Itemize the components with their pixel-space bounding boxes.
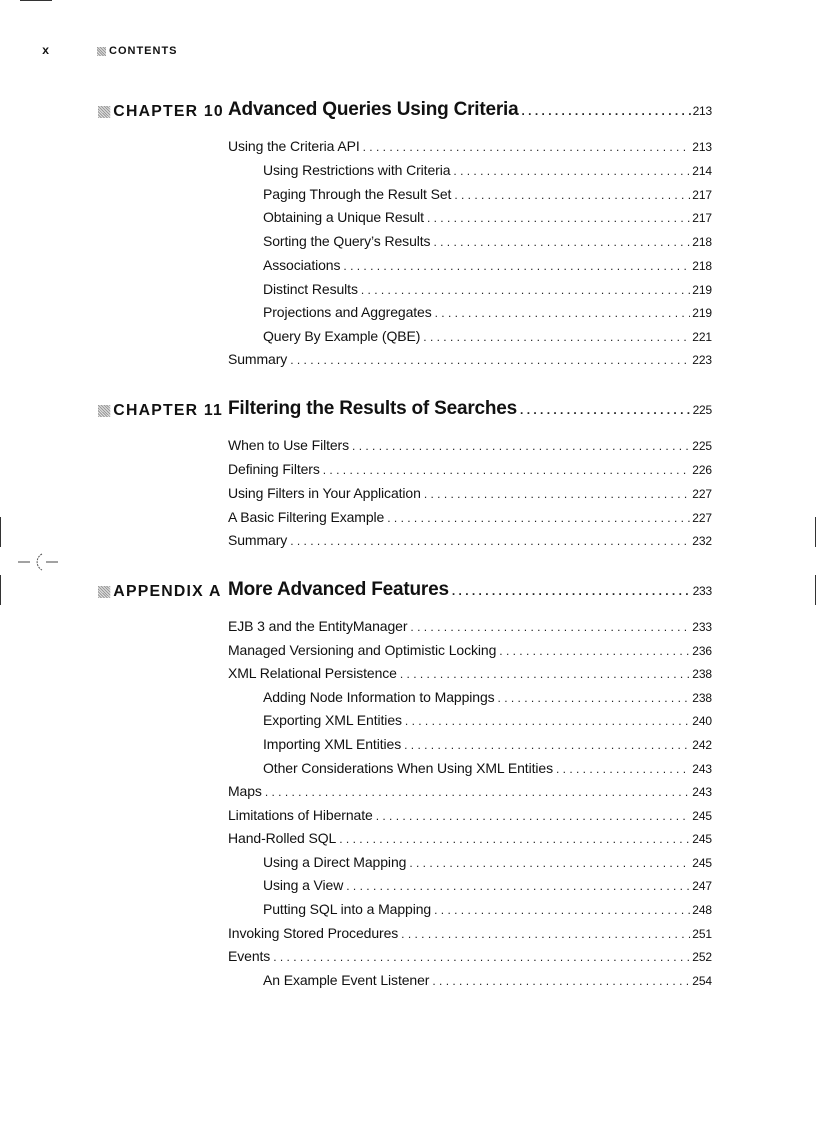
page-number: x [42, 44, 51, 58]
toc-entry[interactable]: Events . . . 252 [228, 948, 712, 964]
toc-entry[interactable]: Using the Criteria API . . . 213 [228, 138, 712, 154]
dot-leader [265, 785, 690, 799]
dot-leader [404, 738, 690, 752]
page-ref: 225 [692, 403, 712, 417]
dot-leader [433, 235, 690, 249]
dot-leader [453, 164, 690, 178]
dot-leader [556, 762, 690, 776]
dot-leader [290, 353, 690, 367]
running-header [42, 44, 178, 58]
toc-entry[interactable]: Hand-Rolled SQL . . . 245 [228, 830, 712, 846]
dot-leader [434, 903, 690, 917]
grey-square-icon [97, 47, 106, 56]
toc-entry[interactable]: Defining Filters . . . 226 [228, 461, 712, 477]
dot-leader [400, 667, 690, 681]
toc-entry[interactable]: Putting SQL into a Mapping . . . 248 [263, 901, 712, 917]
chapter-title: More Advanced Features [228, 579, 449, 600]
toc-entry[interactable]: Limitations of Hibernate . . . 245 [228, 807, 712, 823]
dot-leader [361, 283, 690, 297]
chapter-label: CHAPTER 10 [98, 103, 224, 121]
section-title: CONTENTS [109, 45, 178, 57]
dot-leader [452, 584, 691, 598]
dot-leader [405, 714, 690, 728]
chapter-title-row[interactable] [228, 398, 712, 420]
toc-entry[interactable]: Invoking Stored Procedures . . . 251 [228, 925, 712, 941]
toc-entry[interactable]: Using Filters in Your Application . . . 227 [228, 485, 712, 501]
crop-mark-left-top [0, 517, 1, 547]
chapter-title: Filtering the Results of Searches [228, 398, 518, 419]
crop-mark-top [20, 0, 52, 1]
dot-leader [290, 534, 690, 548]
grey-square-icon [98, 106, 110, 118]
toc-entry[interactable]: Adding Node Information to Mappings . . . 238 [263, 689, 712, 705]
toc-entry[interactable]: An Example Event Listener . . . 254 [263, 972, 712, 988]
dot-leader [454, 188, 690, 202]
grey-square-icon [98, 586, 110, 598]
chapter-label: CHAPTER 11 [98, 402, 223, 420]
toc-entry[interactable]: Associations . . . 218 [263, 257, 712, 273]
toc-entry[interactable]: Obtaining a Unique Result . . . 217 [263, 209, 712, 225]
crop-mark-left-bottom [0, 575, 1, 605]
toc-entry[interactable]: Summary . . . 232 [228, 532, 712, 548]
dot-leader [343, 259, 690, 273]
toc-entry[interactable]: Summary . . . 223 [228, 351, 712, 367]
toc-entry[interactable]: A Basic Filtering Example . . . 227 [228, 509, 712, 525]
dot-leader [520, 403, 691, 417]
chapter-title-row[interactable] [228, 579, 712, 601]
dot-leader [522, 104, 691, 118]
toc-entry[interactable]: When to Use Filters . . . 225 [228, 437, 712, 453]
dot-leader [339, 832, 690, 846]
registration-mark-icon [18, 550, 58, 576]
dot-leader [401, 927, 690, 941]
toc-entry[interactable]: Projections and Aggregates . . . 219 [263, 304, 712, 320]
dot-leader [273, 950, 690, 964]
toc-entry[interactable]: EJB 3 and the EntityManager . . . 233 [228, 618, 712, 634]
dot-leader [432, 974, 690, 988]
dot-leader [363, 140, 691, 154]
dot-leader [498, 691, 691, 705]
chapter-label: APPENDIX A [98, 583, 222, 601]
dot-leader [499, 644, 690, 658]
grey-square-icon [98, 405, 110, 417]
toc-entry[interactable]: Using Restrictions with Criteria . . . 214 [263, 162, 712, 178]
dot-leader [410, 620, 690, 634]
chapter-title: Advanced Queries Using Criteria [228, 99, 519, 120]
dot-leader [409, 856, 690, 870]
toc-entry[interactable]: Maps . . . 243 [228, 783, 712, 799]
dot-leader [387, 511, 690, 525]
dot-leader [435, 306, 691, 320]
dot-leader [423, 330, 690, 344]
dot-leader [352, 439, 690, 453]
dot-leader [376, 809, 691, 823]
toc-entry[interactable]: XML Relational Persistence . . . 238 [228, 665, 712, 681]
toc-entry[interactable]: Using a Direct Mapping . . . 245 [263, 854, 712, 870]
page-ref: 233 [692, 584, 712, 598]
page-ref: 213 [692, 104, 712, 118]
toc-entry[interactable]: Sorting the Query’s Results . . . 218 [263, 233, 712, 249]
toc-entry[interactable]: Other Considerations When Using XML Entities . . . 243 [263, 760, 712, 776]
dot-leader [424, 487, 690, 501]
dot-leader [427, 211, 690, 225]
toc-entry[interactable]: Query By Example (QBE) . . . 221 [263, 328, 712, 344]
toc-entry[interactable]: Importing XML Entities . . . 242 [263, 736, 712, 752]
chapter-title-row[interactable] [228, 99, 712, 121]
toc-entry[interactable]: Managed Versioning and Optimistic Locking . . . 236 [228, 642, 712, 658]
toc-entry[interactable]: Distinct Results . . . 219 [263, 281, 712, 297]
toc-entry[interactable]: Paging Through the Result Set . . . 217 [263, 186, 712, 202]
dot-leader [323, 463, 691, 477]
toc-entry[interactable]: Exporting XML Entities . . . 240 [263, 712, 712, 728]
toc-entry[interactable]: Using a View . . . 247 [263, 877, 712, 893]
dot-leader [346, 879, 690, 893]
